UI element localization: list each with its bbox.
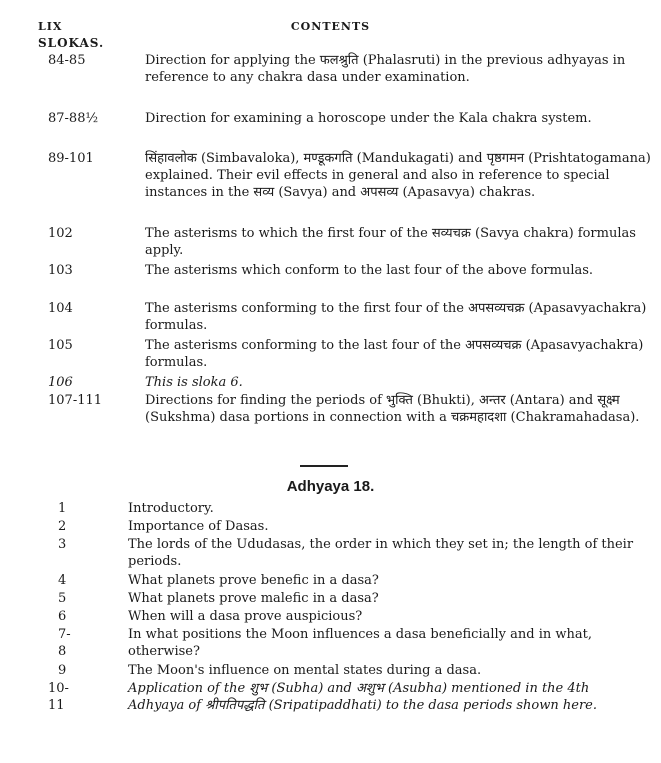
section-heading: Adhyaya 18. [286, 478, 375, 495]
sloka-number: 4 [58, 573, 67, 588]
sloka-description: Direction for applying the फलश्रुति (Phalasruti) in the previous adhyayas in reference to any chakra dasa under examination. [145, 53, 626, 85]
section-divider [300, 465, 348, 467]
sloka-number: 5 [58, 591, 67, 606]
sloka-number: 2 [58, 519, 67, 534]
sloka-number: 3 [58, 537, 67, 552]
sloka-number: 6 [58, 609, 67, 624]
sloka-description: This is sloka 6. [145, 375, 243, 390]
sloka-description: Application of the शुभ (Subha) and अशुभ (Asubha) mentioned in the 4th Adhyaya of श्रीपतिपद्धति (Sripatipaddhati) to the dasa periods shown here. [128, 681, 597, 713]
sloka-number: 10-11 [48, 681, 69, 713]
page-number: LIX [38, 20, 63, 33]
sloka-number: 84-85 [48, 53, 86, 68]
sloka-description: When will a dasa prove auspicious? [128, 609, 363, 624]
running-title: CONTENTS [290, 20, 371, 33]
sloka-description: Introductory. [128, 501, 214, 516]
sloka-description: The Moon's influence on mental states during a dasa. [128, 663, 482, 678]
sloka-number: 89-101 [48, 151, 94, 166]
sloka-number: 104 [48, 301, 73, 316]
sloka-description: सिंहावलोक (Simbavaloka), मण्डूकगति (Mandukagati) and पृष्ठगमन (Prishtatogamana) explained. Their evil effects in general and also in reference to special instances in the सव्य (Savya) and अपसव्य (Apasavya) chakras. [145, 151, 651, 200]
column-label: SLOKAS. [38, 36, 105, 50]
sloka-number: 9 [58, 663, 67, 678]
sloka-number: 105 [48, 338, 73, 353]
sloka-number: 7-8 [58, 627, 71, 659]
sloka-description: Direction for examining a horoscope under the Kala chakra system. [145, 111, 592, 126]
sloka-description: What planets prove malefic in a dasa? [128, 591, 379, 606]
sloka-description: The asterisms to which the first four of the सव्यचक्र (Savya chakra) formulas apply. [145, 226, 636, 258]
sloka-number: 1 [58, 501, 67, 516]
sloka-description: Importance of Dasas. [128, 519, 269, 534]
sloka-description: The asterisms conforming to the last four of the अपसव्यचक्र (Apasavyachakra) formulas. [145, 338, 644, 370]
sloka-number: 102 [48, 226, 73, 241]
sloka-description: The asterisms conforming to the first four of the अपसव्यचक्र (Apasavyachakra) formulas. [145, 301, 647, 333]
sloka-number: 103 [48, 263, 73, 278]
sloka-description: The lords of the Ududasas, the order in which they set in; the length of their periods. [128, 537, 634, 569]
sloka-description: In what positions the Moon influences a dasa beneficially and in what, otherwise? [128, 627, 593, 659]
sloka-description: What planets prove benefic in a dasa? [128, 573, 379, 588]
sloka-description: Directions for finding the periods of भुक्ति (Bhukti), अन्तर (Antara) and सूक्ष्म (Sukshma) dasa portions in connection with a चक्रमहादशा (Chakramahadasa). [145, 393, 640, 425]
sloka-description: The asterisms which conform to the last four of the above formulas. [145, 263, 594, 278]
sloka-number: 106 [48, 375, 73, 390]
sloka-number: 87-88½ [48, 111, 99, 126]
sloka-number: 107-111 [48, 393, 103, 408]
